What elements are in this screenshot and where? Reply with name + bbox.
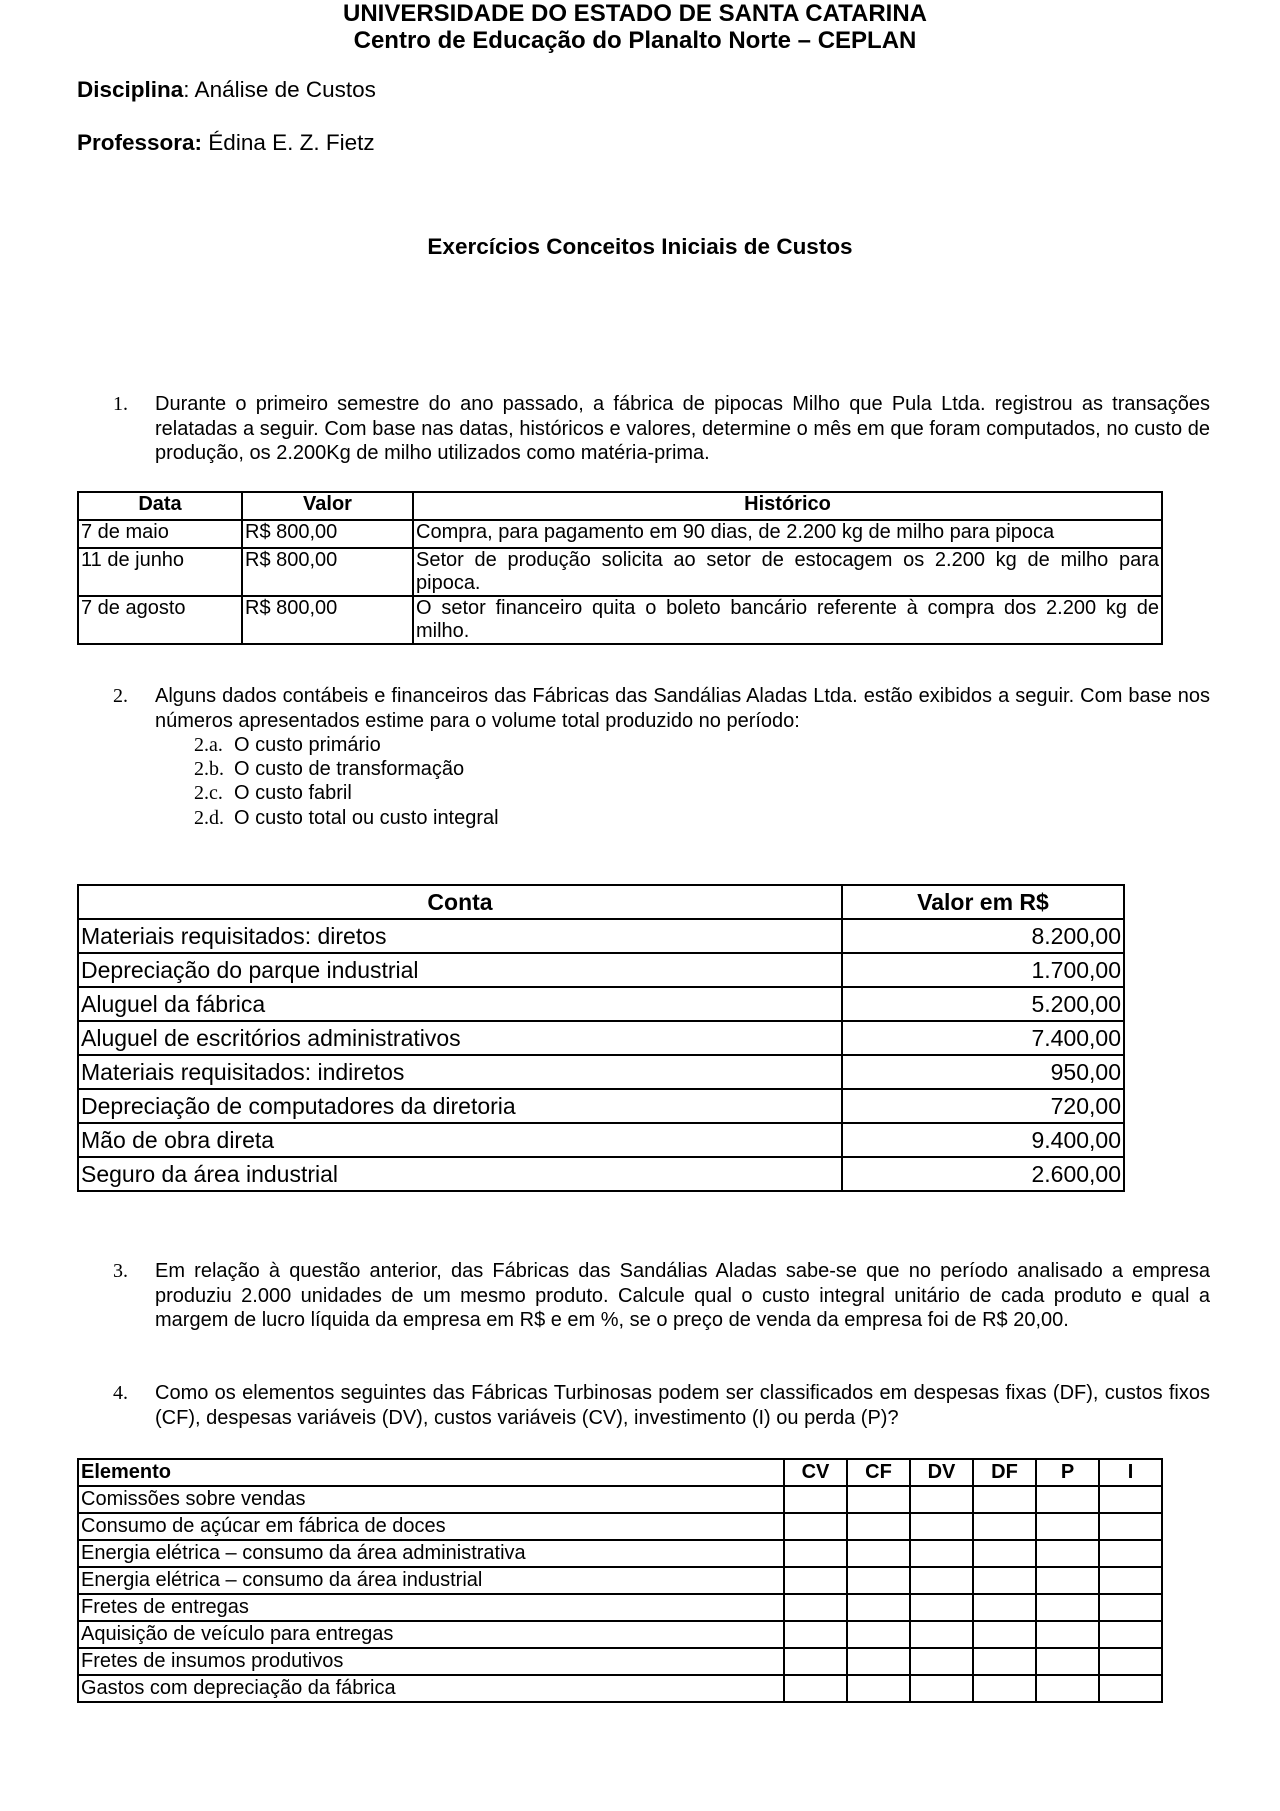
subitem bbox=[194, 781, 352, 806]
column-header: DV bbox=[910, 1459, 973, 1486]
table-cell: 7 de agosto bbox=[78, 596, 242, 644]
answer-cell[interactable] bbox=[973, 1567, 1036, 1594]
table-cell: 9.400,00 bbox=[842, 1123, 1124, 1157]
table-header-row bbox=[78, 885, 1124, 919]
question-number: 1. bbox=[113, 393, 128, 415]
subitem-number: 2.d. bbox=[194, 807, 224, 829]
transactions-table bbox=[77, 491, 1163, 645]
table-cell: 11 de junho bbox=[78, 548, 242, 596]
answer-cell[interactable] bbox=[973, 1540, 1036, 1567]
table-row bbox=[78, 520, 1162, 548]
table-row bbox=[78, 548, 1162, 596]
table-row bbox=[78, 953, 1124, 987]
table-row bbox=[78, 1123, 1124, 1157]
table-cell: Depreciação do parque industrial bbox=[78, 953, 842, 987]
table-cell: Energia elétrica – consumo da área administrativa bbox=[78, 1540, 784, 1567]
table-cell: 5.200,00 bbox=[842, 987, 1124, 1021]
answer-cell[interactable] bbox=[847, 1594, 910, 1621]
answer-cell[interactable] bbox=[784, 1675, 847, 1702]
table-row bbox=[78, 1648, 1162, 1675]
question-number: 3. bbox=[113, 1260, 128, 1282]
answer-cell[interactable] bbox=[847, 1675, 910, 1702]
question-text: Em relação à questão anterior, das Fábricas das Sandálias Aladas sabe-se que no período analisado a empresa produziu 2.000 unidades de um mesmo produto. Calcule qual o custo integral unitário de cada produto e qual a margem de lucro líquida da empresa em R$ e em %, se o preço de venda da empresa foi de R$ 20,00. bbox=[155, 1260, 1210, 1331]
answer-cell[interactable] bbox=[910, 1594, 973, 1621]
answer-cell[interactable] bbox=[973, 1648, 1036, 1675]
answer-cell[interactable] bbox=[973, 1513, 1036, 1540]
answer-cell[interactable] bbox=[1099, 1486, 1162, 1513]
column-header: Histórico bbox=[413, 492, 1162, 520]
university-name: UNIVERSIDADE DO ESTADO DE SANTA CATARINA bbox=[342, 0, 927, 27]
professor-label: Professora: bbox=[77, 130, 203, 155]
answer-cell[interactable] bbox=[1099, 1567, 1162, 1594]
question-4 bbox=[113, 1381, 1210, 1430]
table-row bbox=[78, 1594, 1162, 1621]
table-cell: 7.400,00 bbox=[842, 1021, 1124, 1055]
answer-cell[interactable] bbox=[1099, 1621, 1162, 1648]
answer-cell[interactable] bbox=[847, 1486, 910, 1513]
answer-cell[interactable] bbox=[784, 1567, 847, 1594]
answer-cell[interactable] bbox=[910, 1540, 973, 1567]
subitem-number: 2.b. bbox=[194, 758, 224, 780]
table-cell: R$ 800,00 bbox=[242, 520, 413, 548]
table-header-row bbox=[78, 1459, 1162, 1486]
answer-cell[interactable] bbox=[910, 1513, 973, 1540]
column-header: I bbox=[1099, 1459, 1162, 1486]
answer-cell[interactable] bbox=[847, 1567, 910, 1594]
question-2 bbox=[113, 684, 1210, 733]
table-cell: 1.700,00 bbox=[842, 953, 1124, 987]
table-cell: Compra, para pagamento em 90 dias, de 2.200 kg de milho para pipoca bbox=[413, 520, 1162, 548]
table-cell: Fretes de entregas bbox=[78, 1594, 784, 1621]
question-number: 2. bbox=[113, 685, 128, 707]
answer-cell[interactable] bbox=[1099, 1594, 1162, 1621]
answer-cell[interactable] bbox=[973, 1621, 1036, 1648]
column-header: CV bbox=[784, 1459, 847, 1486]
answer-cell[interactable] bbox=[1036, 1567, 1099, 1594]
column-header: P bbox=[1036, 1459, 1099, 1486]
answer-cell[interactable] bbox=[973, 1486, 1036, 1513]
answer-cell[interactable] bbox=[1036, 1621, 1099, 1648]
answer-cell[interactable] bbox=[1036, 1540, 1099, 1567]
table-cell: 720,00 bbox=[842, 1089, 1124, 1123]
table-row bbox=[78, 1540, 1162, 1567]
answer-cell[interactable] bbox=[973, 1594, 1036, 1621]
table-cell: 950,00 bbox=[842, 1055, 1124, 1089]
table-cell: Energia elétrica – consumo da área industrial bbox=[78, 1567, 784, 1594]
table-cell: Mão de obra direta bbox=[78, 1123, 842, 1157]
page-title: Exercícios Conceitos Iniciais de Custos bbox=[427, 234, 853, 259]
discipline-line bbox=[77, 76, 376, 104]
column-header: Conta bbox=[78, 885, 842, 919]
table-row bbox=[78, 596, 1162, 644]
table-row bbox=[78, 919, 1124, 953]
table-row bbox=[78, 1486, 1162, 1513]
subitem bbox=[194, 733, 381, 758]
answer-cell[interactable] bbox=[910, 1486, 973, 1513]
answer-cell[interactable] bbox=[910, 1675, 973, 1702]
answer-cell[interactable] bbox=[847, 1648, 910, 1675]
table-cell: R$ 800,00 bbox=[242, 596, 413, 644]
answer-cell[interactable] bbox=[784, 1486, 847, 1513]
table-cell: Fretes de insumos produtivos bbox=[78, 1648, 784, 1675]
question-number: 4. bbox=[113, 1382, 128, 1404]
answer-cell[interactable] bbox=[1036, 1675, 1099, 1702]
table-cell: Materiais requisitados: indiretos bbox=[78, 1055, 842, 1089]
subitem bbox=[194, 806, 499, 831]
question-text: Como os elementos seguintes das Fábricas Turbinosas podem ser classificados em despesas fixas (DF), custos fixos (CF), despesas variáveis (DV), custos variáveis (CV), investimento (I) ou perda (P)? bbox=[155, 1382, 1210, 1429]
professor-line bbox=[77, 129, 375, 157]
professor-value: Édina E. Z. Fietz bbox=[202, 130, 375, 155]
answer-cell[interactable] bbox=[1099, 1513, 1162, 1540]
answer-cell[interactable] bbox=[784, 1540, 847, 1567]
question-text: Alguns dados contábeis e financeiros das Fábricas das Sandálias Aladas Ltda. estão exibidos a seguir. Com base nos números apresentados estime para o volume total produzido no período: bbox=[155, 685, 1210, 732]
table-cell: Depreciação de computadores da diretoria bbox=[78, 1089, 842, 1123]
table-cell: Seguro da área industrial bbox=[78, 1157, 842, 1191]
subitem-text: O custo de transformação bbox=[234, 758, 465, 780]
accounts-table bbox=[77, 884, 1125, 1192]
table-row bbox=[78, 1157, 1124, 1191]
table-row bbox=[78, 1675, 1162, 1702]
subitem-text: O custo primário bbox=[234, 734, 381, 756]
answer-cell[interactable] bbox=[910, 1621, 973, 1648]
table-cell: R$ 800,00 bbox=[242, 548, 413, 596]
answer-cell[interactable] bbox=[1036, 1594, 1099, 1621]
table-cell: Materiais requisitados: diretos bbox=[78, 919, 842, 953]
table-cell: O setor financeiro quita o boleto bancário referente à compra dos 2.200 kg de milho. bbox=[413, 596, 1162, 644]
table-row bbox=[78, 1513, 1162, 1540]
answer-cell[interactable] bbox=[847, 1621, 910, 1648]
table-cell: Gastos com depreciação da fábrica bbox=[78, 1675, 784, 1702]
answer-cell[interactable] bbox=[1036, 1486, 1099, 1513]
table-cell: Aquisição de veículo para entregas bbox=[78, 1621, 784, 1648]
question-3 bbox=[113, 1259, 1210, 1333]
table-cell: Comissões sobre vendas bbox=[78, 1486, 784, 1513]
table-row bbox=[78, 1089, 1124, 1123]
column-header: Data bbox=[78, 492, 242, 520]
subitem-text: O custo fabril bbox=[234, 782, 352, 804]
answer-cell[interactable] bbox=[784, 1621, 847, 1648]
answer-cell[interactable] bbox=[847, 1540, 910, 1567]
table-cell: Aluguel da fábrica bbox=[78, 987, 842, 1021]
answer-cell[interactable] bbox=[784, 1513, 847, 1540]
answer-cell[interactable] bbox=[910, 1567, 973, 1594]
table-row bbox=[78, 1055, 1124, 1089]
table-cell: 7 de maio bbox=[78, 520, 242, 548]
answer-cell[interactable] bbox=[973, 1675, 1036, 1702]
table-cell: Setor de produção solicita ao setor de estocagem os 2.200 kg de milho para pipoca. bbox=[413, 548, 1162, 596]
subitem-text: O custo total ou custo integral bbox=[234, 807, 499, 829]
answer-cell[interactable] bbox=[1099, 1648, 1162, 1675]
center-name: Centro de Educação do Planalto Norte – CEPLAN bbox=[353, 27, 917, 54]
table-header-row bbox=[78, 492, 1162, 520]
classification-table bbox=[77, 1458, 1163, 1703]
table-cell: 8.200,00 bbox=[842, 919, 1124, 953]
answer-cell[interactable] bbox=[784, 1594, 847, 1621]
column-header: Valor bbox=[242, 492, 413, 520]
column-header: Elemento bbox=[78, 1459, 784, 1486]
question-text: Durante o primeiro semestre do ano passado, a fábrica de pipocas Milho que Pula Ltda. registrou as transações relatadas a seguir. Com base nas datas, históricos e valores, determine o mês em que foram computados, no custo de produção, os 2.200Kg de milho utilizados como matéria-prima. bbox=[155, 393, 1210, 464]
column-header: CF bbox=[847, 1459, 910, 1486]
table-row bbox=[78, 1621, 1162, 1648]
answer-cell[interactable] bbox=[847, 1513, 910, 1540]
subitem-number: 2.a. bbox=[194, 734, 223, 756]
answer-cell[interactable] bbox=[910, 1648, 973, 1675]
subitem bbox=[194, 757, 464, 782]
column-header: DF bbox=[973, 1459, 1036, 1486]
subitem-number: 2.c. bbox=[194, 782, 223, 804]
answer-cell[interactable] bbox=[784, 1648, 847, 1675]
table-row bbox=[78, 987, 1124, 1021]
table-cell: Consumo de açúcar em fábrica de doces bbox=[78, 1513, 784, 1540]
answer-cell[interactable] bbox=[1036, 1513, 1099, 1540]
table-cell: 2.600,00 bbox=[842, 1157, 1124, 1191]
discipline-value: : Análise de Custos bbox=[183, 77, 376, 102]
table-row bbox=[78, 1567, 1162, 1594]
answer-cell[interactable] bbox=[1099, 1540, 1162, 1567]
answer-cell[interactable] bbox=[1099, 1675, 1162, 1702]
discipline-label: Disciplina bbox=[77, 77, 184, 102]
table-cell: Aluguel de escritórios administrativos bbox=[78, 1021, 842, 1055]
question-1 bbox=[113, 392, 1210, 466]
table-row bbox=[78, 1021, 1124, 1055]
column-header: Valor em R$ bbox=[842, 885, 1124, 919]
answer-cell[interactable] bbox=[1036, 1648, 1099, 1675]
